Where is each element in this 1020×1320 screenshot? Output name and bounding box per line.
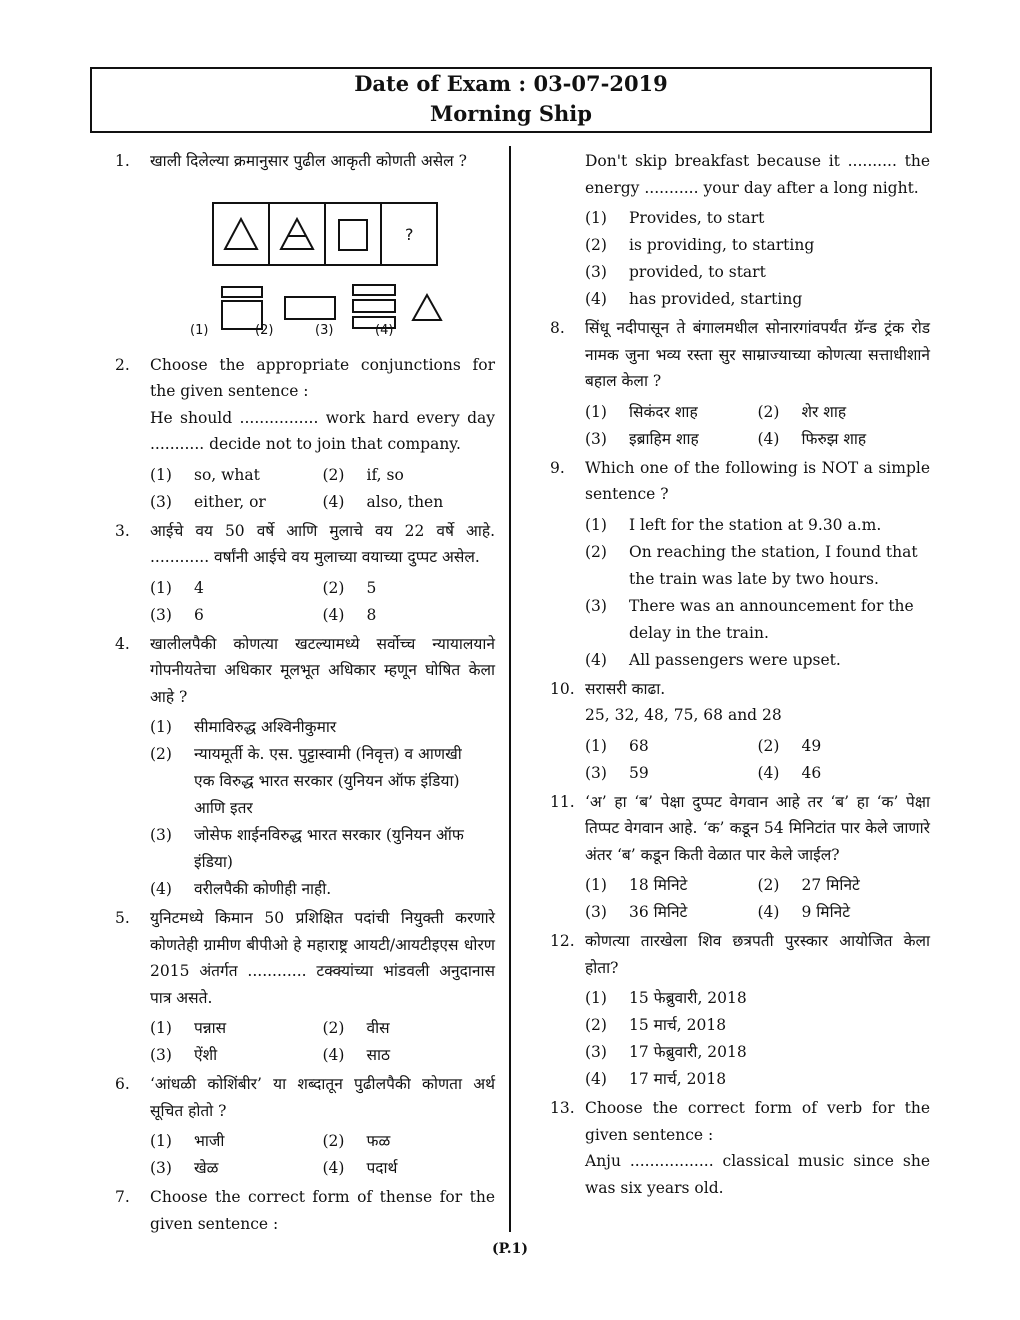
answer-options [585, 399, 930, 453]
answer-option [585, 1066, 930, 1093]
question-text: आईचे वय 50 वर्षे आणि मुलाचे वय 22 वर्षे आहे. ............ वर्षांनी आईचे वय मुलाच्या वयाच्या दुप्पट असेल. [150, 521, 495, 566]
option-text: provided, to start [629, 263, 766, 281]
figure-option-label: (1) [190, 322, 209, 338]
option-number: (1) [585, 515, 607, 534]
answer-option [323, 462, 496, 489]
answer-options [585, 205, 930, 313]
question-number: 13. [550, 1099, 575, 1117]
answer-option [323, 602, 496, 629]
option-number: (1) [150, 465, 172, 484]
option-number: (4) [322, 605, 345, 624]
option-number: (3) [585, 903, 607, 921]
answer-option [585, 286, 930, 313]
option-text: वीस [366, 1019, 390, 1037]
option-number: (1) [585, 736, 607, 755]
answer-option [150, 489, 323, 516]
option-text: 18 मिनिटे [629, 876, 688, 894]
option-text: फळ [366, 1132, 391, 1150]
option-number: (2) [585, 236, 607, 254]
answer-option [150, 714, 495, 741]
question-item [550, 148, 930, 313]
answer-option [585, 399, 758, 426]
answer-option [758, 899, 931, 926]
option-number: (3) [585, 763, 607, 782]
option-number: (4) [585, 290, 607, 308]
option-text: 36 मिनिटे [629, 903, 688, 921]
page-number: (P.1) [491, 1241, 529, 1257]
exam-shift: Morning Ship [430, 101, 592, 126]
option-text: 5 [366, 578, 377, 597]
question-number: 8. [550, 319, 565, 337]
answer-option [323, 1155, 496, 1182]
option-number: (2) [322, 1019, 345, 1037]
option-number: (2) [757, 736, 780, 755]
option-number: (4) [150, 880, 172, 898]
answer-option [150, 741, 495, 822]
option-text: 17 फेब्रुवारी, 2018 [629, 1043, 747, 1061]
question-sentence: Anju ................. classical music since she was six years old. [585, 1152, 930, 1197]
option-number: (4) [322, 1159, 345, 1177]
question-number: 5. [115, 909, 130, 927]
question-text: Choose the correct form of thense for the given sentence : [150, 1188, 495, 1233]
option-text: साठ [366, 1046, 390, 1064]
answer-option [150, 1042, 323, 1069]
option-text: 59 [629, 763, 649, 782]
question-text: युनिटमध्ये किमान 50 प्रशिक्षित पदांची नियुक्ती करणारे कोणतेही ग्रामीण बीपीओ हे महाराष्ट्र आयटी/आयटीइएस धोरण 2015 अंतर्गत ............ टक्क्यांच्या भांडवली अनुदानास पात्र असते. [150, 909, 495, 1007]
question-text: Choose the correct form of verb for the given sentence : [585, 1099, 930, 1144]
option-number: (3) [585, 1043, 607, 1061]
option-text: न्यायमूर्ती के. एस. पुट्टास्वामी (निवृत्त) व आणखी एक विरुद्ध भारत सरकार (युनियन ऑफ इंडिया) आणि इतर [194, 745, 462, 817]
option-number: (4) [757, 903, 780, 921]
option-text: खेळ [194, 1159, 219, 1177]
option-text: is providing, to starting [629, 236, 815, 254]
question-text: खाली दिलेल्या क्रमानुसार पुढील आकृती कोणती असेल ? [150, 152, 467, 170]
option-text: There was an announcement for the delay in the train. [629, 596, 914, 642]
option-number: (1) [585, 989, 607, 1007]
option-number: (2) [322, 578, 345, 597]
option-number: (3) [585, 429, 607, 448]
triangle-split-shape [281, 219, 313, 249]
question-text: Don't skip breakfast because it .......... the energy ........... your day after a long night. [585, 152, 930, 197]
answer-option [150, 1128, 323, 1155]
option-text: 15 मार्च, 2018 [629, 1016, 727, 1034]
option-text: 68 [629, 736, 649, 755]
option-text: 6 [194, 605, 204, 624]
option-number: (2) [757, 876, 780, 894]
option-text: पन्नास [194, 1019, 227, 1037]
answer-option [585, 733, 758, 760]
column-divider [509, 146, 511, 1232]
answer-option [758, 399, 931, 426]
option-number: (1) [150, 1132, 172, 1150]
answer-options [585, 512, 930, 674]
answer-option [585, 1039, 930, 1066]
answer-option [758, 733, 931, 760]
answer-options [150, 1128, 495, 1182]
question-item [550, 928, 930, 1093]
option-number: (1) [150, 718, 172, 736]
answer-option [585, 539, 930, 593]
option-text: सिकंदर शाह [629, 402, 698, 421]
question-text: Choose the appropriate conjunctions for the given sentence : [150, 355, 495, 400]
question-item [115, 1071, 495, 1182]
option-number: (4) [322, 1046, 345, 1064]
option-number: (4) [585, 1070, 607, 1088]
option-text: सीमाविरुद्ध अश्विनीकुमार [194, 718, 337, 736]
question-number: 10. [550, 679, 575, 698]
option-number: (1) [150, 578, 172, 597]
answer-option [323, 489, 496, 516]
answer-options [150, 575, 495, 629]
option3-rect [353, 285, 395, 295]
answer-options [150, 714, 495, 903]
option-text: I left for the station at 9.30 a.m. [629, 515, 882, 534]
question-text: ‘अ’ हा ‘ब’ पेक्षा दुप्पट वेगवान आहे तर ‘ब’ हा ‘क’ पेक्षा तिप्पट वेगवान आहे. ‘क’ कडून 54 मिनिटांत पार केले जाणारे अंतर ‘ब’ कडून किती वेळात पार केले जाईल? [585, 792, 930, 864]
option-number: (4) [757, 429, 780, 448]
answer-option [585, 426, 758, 453]
option2-rect [285, 297, 335, 319]
figure-question-mark: ? [405, 224, 414, 244]
answer-option [585, 647, 930, 674]
answer-option [585, 1012, 930, 1039]
answer-option [323, 1015, 496, 1042]
question-item [115, 631, 495, 904]
question-number: 4. [115, 634, 130, 653]
figure-series [150, 175, 495, 350]
option-text: if, so [366, 465, 404, 484]
option-text: Provides, to start [629, 209, 765, 227]
question-text: खालीलपैकी कोणत्या खटल्यामध्ये सर्वोच्च न्यायालयाने गोपनीयतेचा अधिकार मूलभूत अधिकार म्हणून घोषित केला आहे ? [150, 634, 495, 706]
option-text: so, what [194, 465, 260, 484]
answer-option [585, 985, 930, 1012]
question-text: Which one of the following is NOT a simple sentence ? [585, 458, 930, 503]
option-text: has provided, starting [629, 290, 803, 308]
answer-option [150, 602, 323, 629]
option-number: (4) [757, 763, 780, 782]
question-item [550, 789, 930, 927]
option-text: either, or [194, 492, 266, 511]
answer-option [585, 512, 930, 539]
option-number: (1) [585, 876, 607, 894]
option-text: भाजी [194, 1132, 225, 1150]
figure-option-label: (4) [375, 322, 394, 338]
option-number: (2) [585, 1016, 607, 1034]
answer-option [585, 232, 930, 259]
answer-option [585, 760, 758, 787]
option-number: (3) [150, 1159, 172, 1177]
question-item [115, 518, 495, 629]
option-text: शेर शाह [801, 402, 847, 421]
answer-option [323, 1128, 496, 1155]
option-text: पदार्थ [366, 1159, 398, 1177]
left-column [115, 148, 495, 1239]
option-text: 9 मिनिटे [801, 903, 851, 921]
square-shape [339, 220, 367, 250]
figure-drawing [175, 175, 475, 340]
answer-option [758, 872, 931, 899]
question-number: 12. [550, 932, 575, 950]
triangle-shape [225, 219, 257, 249]
question-text: सिंधू नदीपासून ते बंगालमधील सोनारगांवपर्यंत ग्रॅन्ड ट्रंक रोड नामक जुना भव्य रस्ता सुर साम्राज्याच्या कोणत्या सत्ताधीशाने बहाल केला ? [585, 319, 930, 390]
option-text: इब्राहिम शाह [629, 429, 699, 448]
answer-option [150, 1155, 323, 1182]
option-text: On reaching the station, I found that the train was late by two hours. [629, 542, 918, 588]
option4-triangle [413, 295, 441, 320]
question-item [550, 315, 930, 453]
option-text: 4 [194, 578, 204, 597]
answer-option [150, 876, 495, 903]
option-number: (4) [585, 650, 607, 669]
answer-option [758, 760, 931, 787]
answer-option [323, 1042, 496, 1069]
answer-options [585, 733, 930, 787]
answer-option [150, 462, 323, 489]
option1-top-rect [222, 287, 262, 297]
option-number: (1) [585, 209, 607, 227]
option-number: (3) [585, 263, 607, 281]
answer-options [150, 462, 495, 516]
question-sentence: 25, 32, 48, 75, 68 and 28 [585, 706, 782, 724]
question-number: 1. [115, 152, 130, 170]
figure-option-label: (3) [315, 322, 334, 338]
exam-header [90, 67, 932, 133]
answer-options [585, 985, 930, 1093]
option-number: (2) [322, 465, 345, 484]
question-item [550, 1095, 930, 1201]
answer-option [585, 872, 758, 899]
option-text: 49 [801, 736, 822, 755]
option-text: also, then [366, 492, 444, 511]
option-number: (2) [322, 1132, 345, 1150]
answer-option [323, 575, 496, 602]
option-text: 15 फेब्रुवारी, 2018 [629, 989, 747, 1007]
answer-options [150, 1015, 495, 1069]
option-text: 8 [366, 605, 377, 624]
option-text: ऐंशी [194, 1046, 218, 1064]
option-number: (2) [757, 402, 780, 421]
option-number: (3) [150, 605, 172, 624]
option-number: (2) [585, 542, 607, 561]
answer-option [585, 593, 930, 647]
answer-option [150, 575, 323, 602]
answer-option [585, 205, 930, 232]
answer-option [585, 899, 758, 926]
option-number: (3) [150, 492, 172, 511]
question-number: 6. [115, 1075, 130, 1093]
question-number: 11. [550, 792, 575, 811]
question-text: ‘आंधळी कोशिंबीर’ या शब्दातून पुढीलपैकी कोणता अर्थ सूचित होतो ? [150, 1075, 495, 1120]
right-column [550, 148, 930, 1203]
question-item [550, 676, 930, 787]
question-number: 9. [550, 458, 565, 477]
question-sentence: He should ................ work hard every day ........... decide not to join that company. [150, 408, 495, 453]
option-text: वरीलपैकी कोणीही नाही. [194, 880, 332, 898]
question-item [115, 1184, 495, 1237]
option-text: All passengers were upset. [629, 650, 841, 669]
option-text: जोसेफ शाईनविरुद्ध भारत सरकार (युनियन ऑफ इंडिया) [194, 826, 464, 871]
option-number: (4) [322, 492, 345, 511]
question-item [115, 905, 495, 1069]
option-number: (3) [585, 596, 607, 615]
answer-option [150, 822, 495, 876]
option-number: (1) [585, 402, 607, 421]
answer-options [585, 872, 930, 926]
answer-option [585, 259, 930, 286]
option-number: (3) [150, 1046, 172, 1064]
answer-option [150, 1015, 323, 1042]
question-item [550, 455, 930, 674]
option-number: (1) [150, 1019, 172, 1037]
question-number: 3. [115, 521, 130, 540]
question-text: सरासरी काढा. [585, 679, 666, 698]
option-text: फिरुझ शाह [801, 429, 867, 448]
question-number: 2. [115, 355, 130, 374]
option3-rect [353, 300, 395, 312]
answer-option [758, 426, 931, 453]
option-text: 46 [801, 763, 822, 782]
exam-date: Date of Exam : 03-07-2019 [354, 71, 668, 96]
option-text: 17 मार्च, 2018 [629, 1070, 727, 1088]
option-number: (2) [150, 745, 172, 763]
question-number: 7. [115, 1188, 130, 1206]
option-number: (3) [150, 826, 172, 844]
question-item [115, 148, 495, 350]
option-text: 27 मिनिटे [801, 876, 860, 894]
question-text: कोणत्या तारखेला शिव छत्रपती पुरस्कार आयोजित केला होता? [585, 932, 930, 977]
figure-option-label: (2) [255, 322, 274, 338]
question-item [115, 352, 495, 516]
